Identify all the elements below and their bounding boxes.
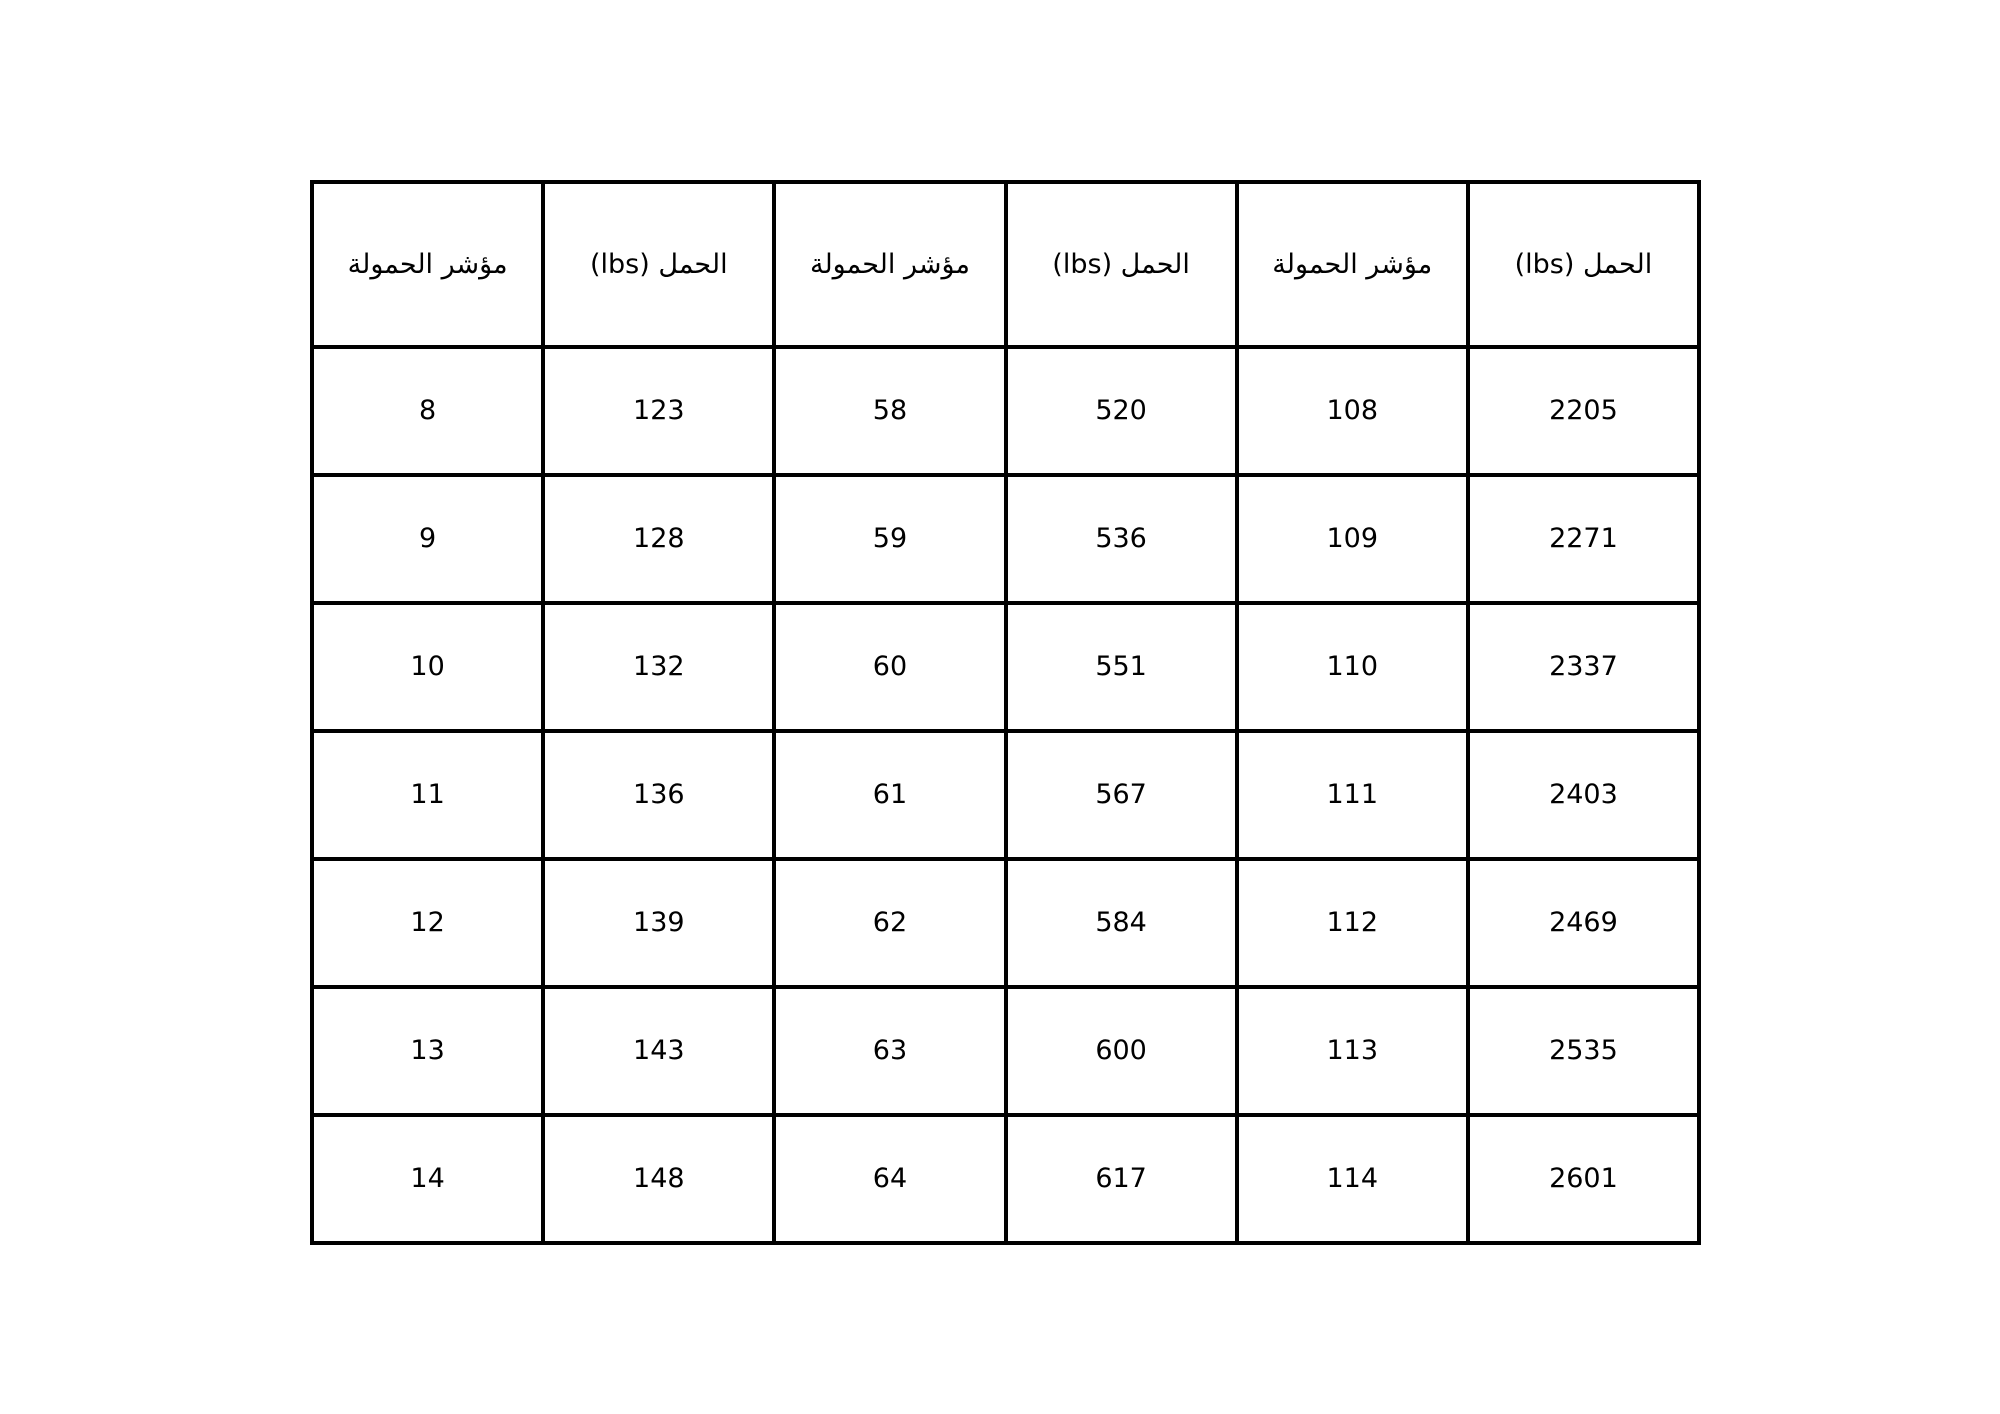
table-cell: 64: [774, 1115, 1005, 1243]
table-cell: 109: [1237, 475, 1468, 603]
table-cell: 128: [543, 475, 774, 603]
table-row: [312, 603, 1699, 731]
header-load-index: [774, 182, 1005, 347]
table-cell: 59: [774, 475, 1005, 603]
table-cell: 2469: [1468, 859, 1699, 987]
table-cell: 567: [1006, 731, 1237, 859]
header-row: [312, 182, 1699, 347]
table-cell: 584: [1006, 859, 1237, 987]
table-row: [312, 987, 1699, 1115]
header-load-index: [1237, 182, 1468, 347]
table-cell: 2403: [1468, 731, 1699, 859]
header-label: مؤشر الحمولة: [809, 248, 970, 280]
table-cell: 63: [774, 987, 1005, 1115]
table-cell: 112: [1237, 859, 1468, 987]
header-label: مؤشر الحمولة: [347, 248, 508, 280]
table-cell: 132: [543, 603, 774, 731]
table-cell: 8: [312, 347, 543, 475]
table-cell: 113: [1237, 987, 1468, 1115]
table-cell: 123: [543, 347, 774, 475]
table-cell: 111: [1237, 731, 1468, 859]
table-row: [312, 859, 1699, 987]
header-load-lbs: [1468, 182, 1699, 347]
table-cell: 11: [312, 731, 543, 859]
table-cell: 9: [312, 475, 543, 603]
table-cell: 2205: [1468, 347, 1699, 475]
table-header: [312, 182, 1699, 347]
table-cell: 62: [774, 859, 1005, 987]
header-label: الحمل (lbs): [589, 248, 728, 280]
table-cell: 139: [543, 859, 774, 987]
table-cell: 2601: [1468, 1115, 1699, 1243]
table-row: [312, 731, 1699, 859]
table-body: [312, 347, 1699, 1243]
header-load-lbs: [543, 182, 774, 347]
table-cell: 14: [312, 1115, 543, 1243]
table-cell: 60: [774, 603, 1005, 731]
table-cell: 61: [774, 731, 1005, 859]
table-row: [312, 475, 1699, 603]
header-label: الحمل (lbs): [1052, 248, 1190, 280]
load-index-table: [310, 180, 1701, 1245]
table-row: [312, 347, 1699, 475]
table-cell: 536: [1006, 475, 1237, 603]
table-cell: 10: [312, 603, 543, 731]
header-label: مؤشر الحمولة: [1272, 248, 1433, 280]
table-cell: 108: [1237, 347, 1468, 475]
table-cell: 2271: [1468, 475, 1699, 603]
table-cell: 143: [543, 987, 774, 1115]
header-load-lbs: [1006, 182, 1237, 347]
table-cell: 551: [1006, 603, 1237, 731]
table-cell: 520: [1006, 347, 1237, 475]
header-label: الحمل (lbs): [1514, 248, 1653, 280]
table-cell: 2535: [1468, 987, 1699, 1115]
table-row: [312, 1115, 1699, 1243]
header-load-index: [312, 182, 543, 347]
table-cell: 617: [1006, 1115, 1237, 1243]
table-cell: 148: [543, 1115, 774, 1243]
table-cell: 136: [543, 731, 774, 859]
table-cell: 12: [312, 859, 543, 987]
table-cell: 110: [1237, 603, 1468, 731]
table-cell: 114: [1237, 1115, 1468, 1243]
table-cell: 13: [312, 987, 543, 1115]
table-cell: 58: [774, 347, 1005, 475]
table-cell: 2337: [1468, 603, 1699, 731]
table-cell: 600: [1006, 987, 1237, 1115]
